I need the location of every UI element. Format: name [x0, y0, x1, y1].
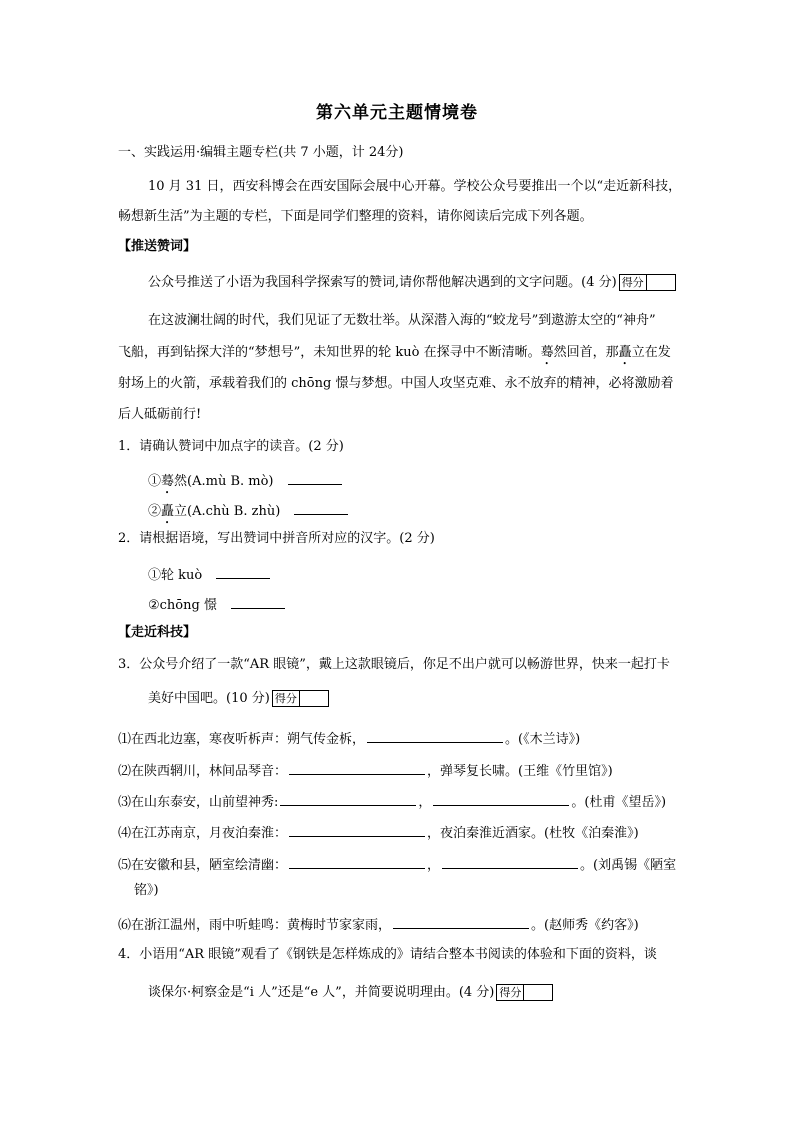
poem-comma: ， — [427, 858, 441, 873]
q3-poem-3 — [118, 791, 666, 812]
poem-prompt: ⑸在安徽和县，陋室绘清幽： — [118, 858, 288, 873]
dotted-char: 矗 — [618, 345, 632, 360]
answer-blank[interactable] — [442, 854, 578, 869]
q3-poem-6 — [118, 914, 639, 935]
answer-blank[interactable] — [289, 760, 425, 775]
score-box — [619, 274, 676, 291]
poem-source: 。(赵师秀《约客》) — [531, 918, 639, 933]
score-label: 得分 — [620, 275, 647, 290]
poem-prompt: ⑵在陕西辋川，林间品琴音： — [118, 764, 288, 779]
praise-paragraph-line-4: 后人砥砺前行! — [118, 407, 202, 422]
praise-text: 飞船，再到钻探大洋的“梦想号”，未知世界的轮 kuò 在探寻中不断清晰。 — [118, 345, 541, 360]
q1-option-a — [148, 470, 344, 497]
question-1: 1．请确认赞词中加点字的读音。(2 分) — [118, 439, 344, 454]
score-label: 得分 — [497, 985, 524, 1000]
answer-blank[interactable] — [289, 854, 425, 869]
page-title: 第六单元主题情境卷 — [316, 103, 478, 123]
q1-a-text: 然(A.mù B. mò) — [174, 474, 274, 489]
score-box — [272, 690, 329, 707]
answer-blank[interactable] — [288, 470, 342, 485]
poem-source: 。(杜甫《望岳》) — [571, 795, 667, 810]
q1-a-num: ① — [148, 474, 162, 489]
poem-prompt: ⑷在江苏南京，月夜泊秦淮： — [118, 826, 288, 841]
poem-prompt: ⑶在山东泰安，山前望神秀: — [118, 795, 279, 810]
score-label: 得分 — [273, 691, 300, 706]
dotted-char: 蓦 — [161, 474, 175, 489]
score-cell[interactable] — [524, 985, 552, 1000]
q3-poem-2 — [118, 760, 613, 781]
praise-text: 立在发 — [631, 345, 671, 360]
q4-text: 谈保尔·柯察金是“i 人”还是“e 人”，并简要说明理由。(4 分) — [148, 985, 495, 1000]
praise-instruction-text: 公众号推送了小语为我国科学探索写的赞词,请你帮他解决遇到的文字问题。(4 分) — [148, 275, 617, 290]
intro-line-1: 10 月 31 日，西安科博会在西安国际会展中心开幕。学校公众号要推出一个以“走近新科技， — [148, 179, 682, 194]
q3-poem-4 — [118, 822, 639, 843]
subheading-praise: 【推送赞词】 — [118, 239, 197, 254]
poem-comma: ， — [418, 795, 432, 810]
q2-a-text: ①轮 kuò — [148, 568, 203, 583]
q3-text: 美好中国吧。(10 分) — [148, 691, 270, 706]
intro-line-2: 畅想新生活”为主题的专栏，下面是同学们整理的资料，请你阅读后完成下列各题。 — [118, 209, 593, 224]
answer-blank[interactable] — [294, 500, 348, 515]
answer-blank[interactable] — [433, 791, 569, 806]
section-heading: 一、实践运用·编辑主题专栏(共 7 小题，计 24分) — [118, 145, 404, 160]
q3-poem-5 — [118, 854, 676, 875]
dotted-char: 矗 — [161, 504, 175, 519]
score-cell[interactable] — [647, 275, 675, 290]
question-2: 2．请根据语境，写出赞词中拼音所对应的汉字。(2 分) — [118, 531, 435, 546]
praise-paragraph-line-3: 射场上的火箭，承载着我们的 chōng 憬与梦想。中国人攻坚克难、永不放弃的精神，必将激励着 — [118, 376, 674, 391]
poem-prompt: ⑹在浙江温州，雨中听蛙鸣：黄梅时节家家雨， — [118, 918, 392, 933]
question-3-line-2 — [148, 690, 329, 708]
subheading-tech: 【走近科技】 — [118, 625, 197, 640]
answer-blank[interactable] — [367, 728, 503, 743]
score-cell[interactable] — [300, 691, 328, 706]
praise-paragraph-line-2 — [118, 344, 671, 368]
score-box — [496, 984, 553, 1001]
praise-text: 然回首，那 — [553, 345, 619, 360]
poem-source: ，夜泊秦淮近酒家。(杜牧《泊秦淮》) — [427, 826, 639, 841]
q2-b-text: ②chōng 憬 — [148, 598, 217, 613]
q3-poem-5-cont: 铭》) — [134, 883, 159, 898]
question-4-line-2 — [148, 984, 553, 1002]
praise-instruction — [148, 274, 676, 292]
answer-blank[interactable] — [280, 791, 416, 806]
praise-paragraph-line-1: 在这波澜壮阔的时代，我们见证了无数壮举。从深潜入海的“蛟龙号”到遨游太空的“神舟” — [148, 313, 656, 328]
answer-blank[interactable] — [393, 914, 529, 929]
poem-prompt: ⑴在西北边塞，寒夜听柝声：朔气传金柝， — [118, 732, 366, 747]
answer-blank[interactable] — [231, 594, 285, 609]
dotted-char: 蓦 — [540, 345, 554, 360]
question-4-line-1: 4．小语用“AR 眼镜”观看了《钢铁是怎样炼成的》请结合整本书阅读的体验和下面的资料，谈 — [118, 947, 657, 962]
answer-blank[interactable] — [216, 564, 270, 579]
q1-b-text: 立(A.chù B. zhù) — [174, 504, 281, 519]
q2-item-b — [148, 594, 287, 615]
answer-blank[interactable] — [289, 822, 425, 837]
poem-source: 。(《木兰诗》) — [505, 732, 581, 747]
q3-poem-1 — [118, 728, 580, 749]
poem-source: ，弹琴复长啸。(王维《竹里馆》) — [427, 764, 613, 779]
question-3-line-1: 3．公众号介绍了一款“AR 眼镜”，戴上这款眼镜后，你足不出户就可以畅游世界，快来一起打卡 — [118, 657, 670, 672]
q2-item-a — [148, 564, 272, 585]
q1-b-num: ② — [148, 504, 162, 519]
poem-source: 。(刘禹锡《陋室 — [580, 858, 677, 873]
q1-option-b — [148, 500, 350, 527]
